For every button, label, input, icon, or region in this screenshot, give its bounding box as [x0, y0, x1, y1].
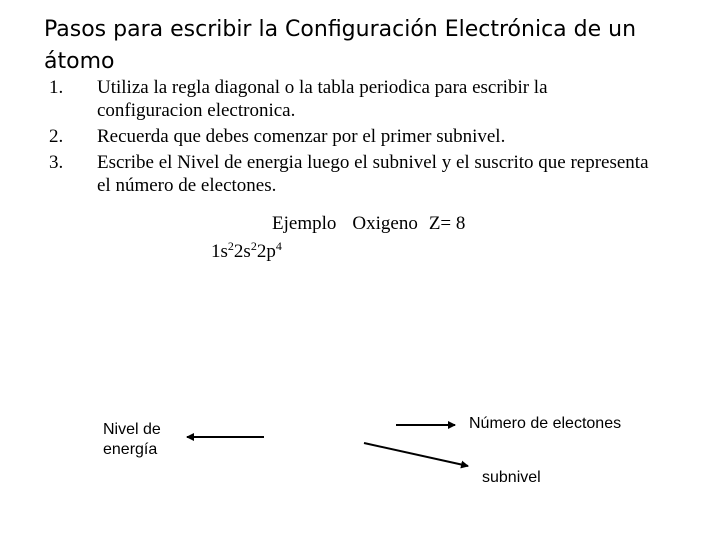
example-label: Ejemplo — [272, 213, 337, 234]
config-exponent: 4 — [275, 239, 282, 253]
step-number: 3. — [49, 152, 64, 173]
arrow-to-subnivel — [364, 443, 468, 466]
config-exponent: 2 — [250, 239, 257, 253]
slide-title: Pasos para escribir la Configuración Electrónica de un átomo — [44, 17, 637, 74]
step-number: 2. — [49, 126, 64, 147]
label-nivel-de-energia: Nivel de energía — [103, 421, 161, 458]
config-base: 1s — [211, 241, 228, 262]
config-base: 2p — [256, 241, 276, 262]
step-text-line: Recuerda que debes comenzar por el primer subnivel. — [97, 126, 506, 147]
config-exponent: 2 — [227, 239, 234, 253]
label-subnivel: subnivel — [482, 469, 541, 486]
example-element: Oxigeno — [352, 213, 418, 234]
step-number: 1. — [49, 77, 64, 98]
step-text-line: el número de electones. — [97, 175, 277, 196]
step-text-line: Utiliza la regla diagonal o la tabla periodica para escribir la — [97, 77, 548, 98]
config-base: 2s — [233, 241, 251, 262]
step-text-line: Escribe el Nivel de energia luego el subnivel y el suscrito que representa — [97, 152, 649, 173]
step-text-line: configuracion electronica. — [97, 100, 296, 121]
example-atomic-number: Z= 8 — [428, 213, 466, 234]
label-numero-de-electrones: Número de electones — [469, 415, 622, 432]
